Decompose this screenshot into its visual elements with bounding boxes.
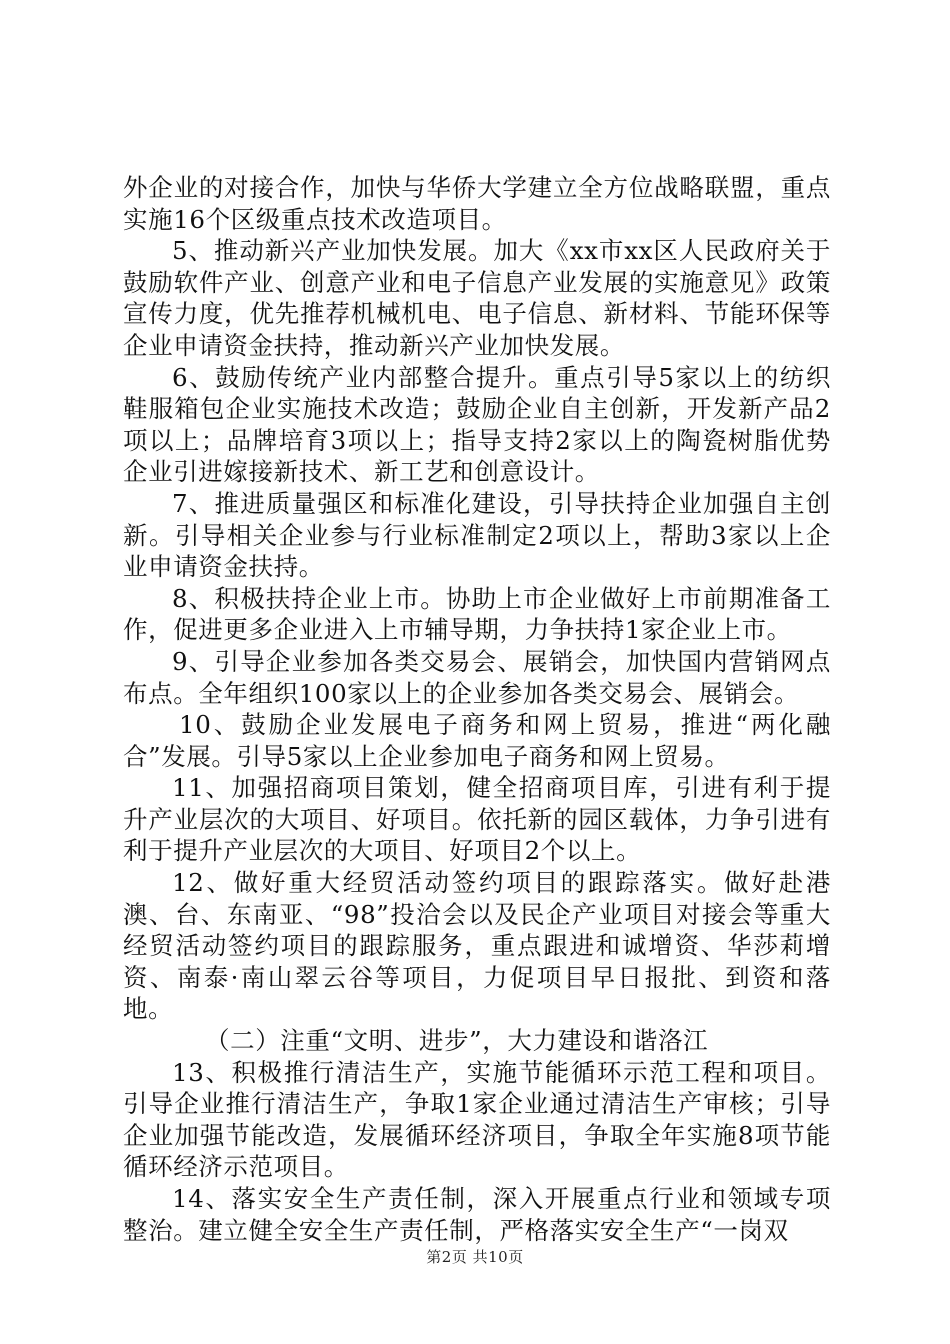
page-number-footer: 第2页 共10页 xyxy=(426,1248,524,1266)
paragraph-item-14: 14、落实安全生产责任制，深入开展重点行业和领域专项整治。建立健全安全生产责任制，严格落实安全生产“一岗双 xyxy=(123,1184,831,1245)
section-heading: （二）注重“文明、进步”，大力建设和谐洛江 xyxy=(205,1026,709,1056)
paragraph-item-10: 10、鼓励企业发展电子商务和网上贸易，推进“两化融合”发展。引导5家以上企业参加电子商务和网上贸易。 xyxy=(123,710,831,771)
paragraph-continuation: 外企业的对接合作，加快与华侨大学建立全方位战略联盟，重点实施16个区级重点技术改造项目。 xyxy=(123,173,831,234)
paragraph-item-6: 6、鼓励传统产业内部整合提升。重点引导5家以上的纺织鞋服箱包企业实施技术改造；鼓励企业自主创新，开发新产品2项以上；品牌培育3项以上；指导支持2家以上的陶瓷树脂优势企业引进嫁接新技术、新工艺和创意设计。 xyxy=(123,362,831,487)
paragraph-item-13: 13、积极推行清洁生产，实施节能循环示范工程和项目。引导企业推行清洁生产，争取1家企业通过清洁生产审核；引导企业加强节能改造，发展循环经济项目，争取全年实施8项节能循环经济示范项目。 xyxy=(123,1057,831,1182)
paragraph-item-9: 9、引导企业参加各类交易会、展销会，加快国内营销网点布点。全年组织100家以上的企业参加各类交易会、展销会。 xyxy=(123,646,831,708)
paragraph-item-8: 8、积极扶持企业上市。协助上市企业做好上市前期准备工作，促进更多企业进入上市辅导期，力争扶持1家企业上市。 xyxy=(123,583,831,645)
paragraph-item-7: 7、推进质量强区和标准化建设，引导扶持企业加强自主创新。引导相关企业参与行业标准制定2项以上，帮助3家以上企业申请资金扶持。 xyxy=(123,488,831,582)
paragraph-item-11: 11、加强招商项目策划，健全招商项目库，引进有利于提升产业层次的大项目、好项目。依托新的园区载体，力争引进有利于提升产业层次的大项目、好项目2个以上。 xyxy=(123,773,831,866)
document-body xyxy=(123,172,831,1246)
paragraph-item-5: 5、推动新兴产业加快发展。加大《xx市xx区人民政府关于鼓励软件产业、创意产业和电子信息产业发展的实施意见》政策宣传力度，优先推荐机械机电、电子信息、新材料、节能环保等企业申请资金扶持，推动新兴产业加快发展。 xyxy=(123,236,831,360)
paragraph-item-12: 12、做好重大经贸活动签约项目的跟踪落实。做好赴港澳、台、东南亚、“98”投洽会以及民企产业项目对接会等重大经贸活动签约项目的跟踪服务，重点跟进和诚增资、华莎莉增资、南泰·南山翠云谷等项目，力促项目早日报批、到资和落地。 xyxy=(123,868,831,1024)
